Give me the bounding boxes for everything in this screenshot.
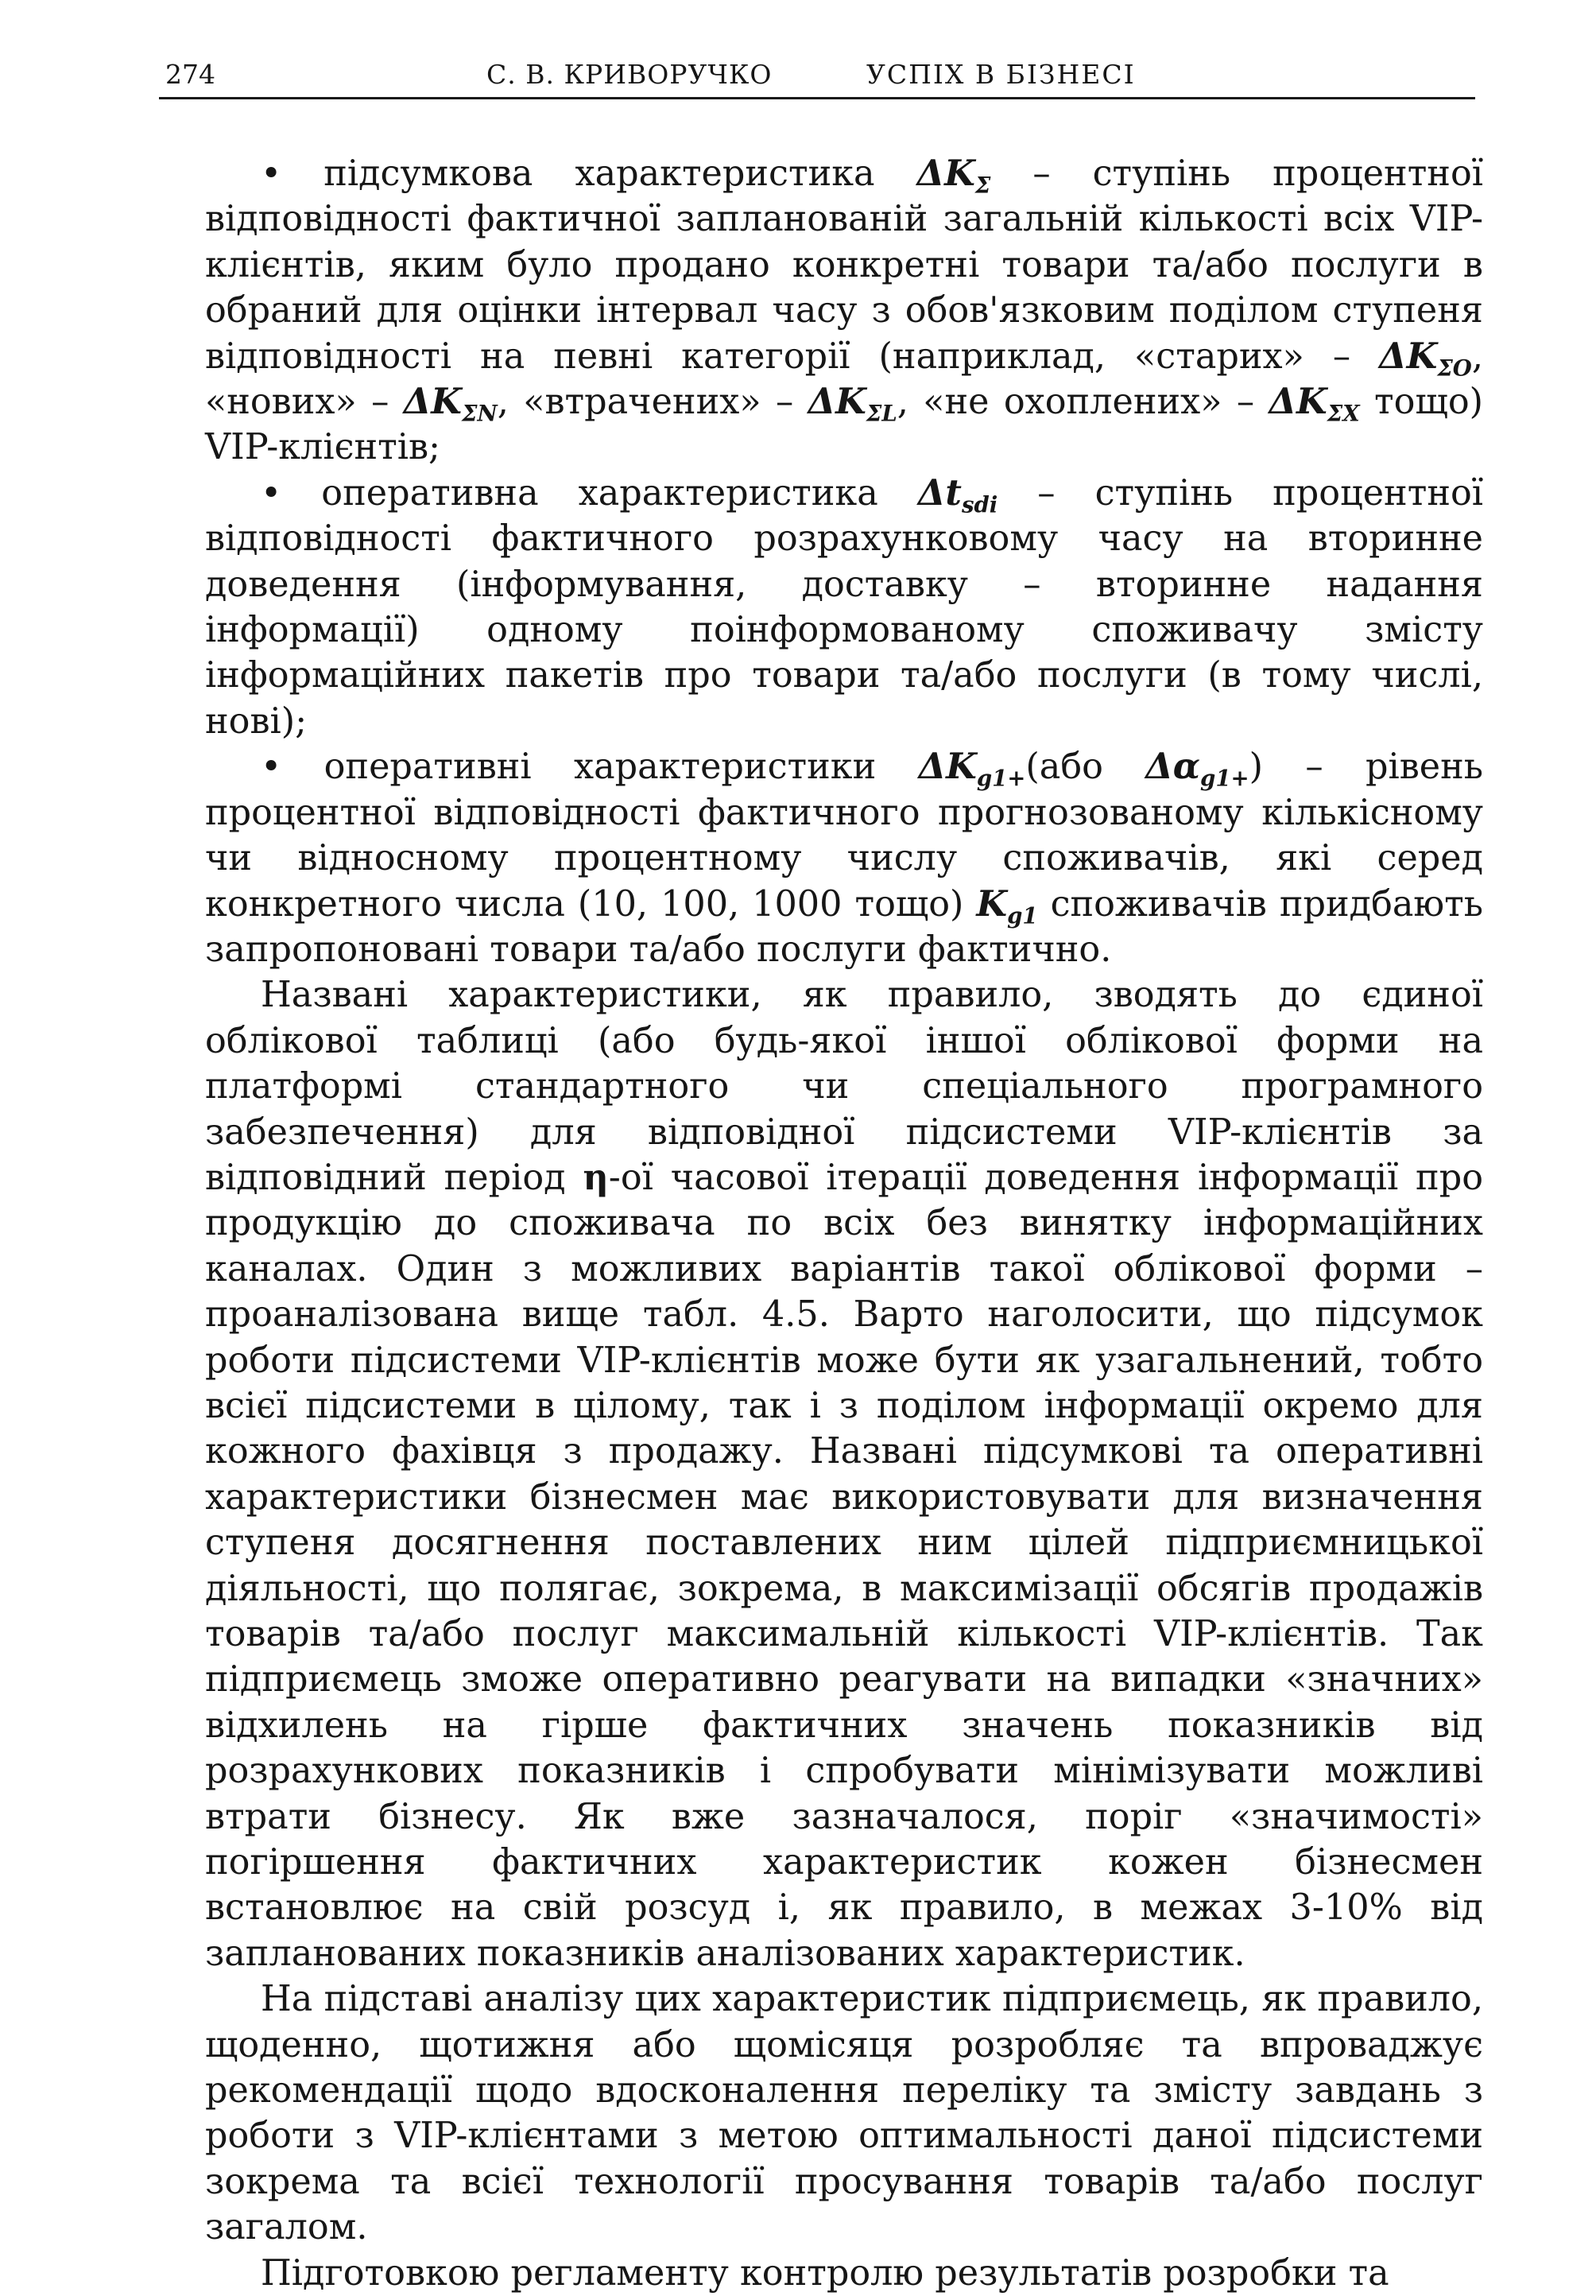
text-run: Названі характеристики, як правило, зводять до єдиної облікової таблиці (або будь-якої іншої облікової форми на платформі стандартного чи спеціального програмного забезпечення) для відповідної підсистеми VIP-клієнтів за відповідний період: [205, 975, 1483, 1198]
running-header: [159, 52, 1475, 99]
text-run: , «нових» –: [205, 335, 1483, 423]
math-symbol-delta-k-sigma-x: $\Delta K_{\Sigma X}$: [1269, 381, 1360, 427]
text-run: споживачів придбають запропоновані товари та/або послуги фактично.: [205, 883, 1483, 970]
text-run: ) – рівень процентної відповідності фактичного прогнозованому кількісному чи відносному процентному числу споживачів, які серед конкретного числа (10, 100, 1000 тощо): [205, 747, 1483, 925]
text-run: -ої часової ітерації доведення інформації про продукцію до споживача по всіх без винятку інформаційних каналах. Один з можливих варіантів такої облікової форми – проаналізована вище табл. 4.5. Варто наголосити, що підсумок роботи підсистеми VIP-клієнтів може бути як узагальнений, тобто всієї підсистеми в цілому, так і з поділом інформації окремо для кожного фахівця з продажу. Названі підсумкові та оперативні характеристики бізнесмен має використовувати для визначення ступеня досягнення поставлених ним цілей підприємницької діяльності, що полягає, зокрема, в максимізації обсягів продажів товарів та/або послуг максимальній кількості VIP-клієнтів. Так підприємець зможе оперативно реагувати на випадки «значних» відхилень на гірше фактичних значень показників від розрахункових показників і спробувати мінімізувати можливі втрати бізнесу. Як вже зазначалося, поріг «значимості» погіршення фактичних характеристик кожен бізнесмен встановлює на свій розсуд і, як правило, в межах 3-10% від запланованих показників аналізованих характеристик.: [205, 1157, 1483, 1974]
paragraph-summary-table: [205, 972, 1483, 1976]
text-run: • підсумкова характеристика: [261, 153, 917, 194]
text-run: – ступінь процентної відповідності фактичної запланованій загальній кількості всіх VIP-клієнтів, яким було продано конкретні товари та/або послуги в обраний для оцінки інтервал часу з обов'язковим поділом ступеня відповідності на певні категорії (наприклад, «старих» –: [205, 153, 1483, 377]
math-symbol-delta-k-sigma: $\Delta K_\Sigma$: [916, 153, 991, 199]
page-body: [205, 151, 1483, 2296]
text-run: • оперативні характеристики: [261, 747, 919, 788]
text-run: (або: [1025, 747, 1146, 788]
text-run: , «втрачених» –: [497, 382, 808, 423]
paragraph-regulation-start: Підготовкою регламенту контролю результатів розробки та: [261, 2252, 1389, 2294]
math-symbol-delta-k-sigma-o: $\Delta K_{\Sigma O}$: [1379, 335, 1472, 382]
math-symbol-delta-k-sigma-n: $\Delta K_{\Sigma N}$: [403, 381, 498, 427]
header-author: С. В. КРИВОРУЧКО: [486, 59, 773, 90]
math-symbol-delta-alpha-g1-plus: $\Delta\alpha_{g1+}$: [1145, 746, 1249, 792]
math-symbol-delta-k-sigma-l: $\Delta K_{\Sigma L}$: [808, 381, 897, 427]
text-run: , «не охоплених» –: [897, 382, 1269, 423]
text-run: • оперативна характеристика: [261, 472, 918, 514]
math-symbol-k-g1: $K_{g1}$: [976, 882, 1038, 929]
math-symbol-eta: η: [583, 1156, 609, 1198]
paragraph-recommendations: На підставі аналізу цих характеристик підприємець, як правило, щоденно, щотижня або щомісяця розробляє та впроваджує рекомендації щодо вдосконалення переліку та змісту завдань з роботи з VIP-клієнтами з метою оптимальності даної підсистеми зокрема та всієї технології просування товарів та/або послуг загалом.: [205, 1979, 1483, 2248]
page-number: 274: [165, 59, 215, 90]
paragraph-bullet-operative-characteristics: [205, 744, 1483, 972]
text-run: тощо) VIP-клієнтів;: [205, 382, 1483, 468]
math-symbol-delta-t-sdi: $\Delta t_{sdi}$: [917, 471, 998, 518]
header-book-title: УСПІХ В БІЗНЕСІ: [866, 59, 1136, 90]
math-symbol-delta-k-g1-plus: $\Delta K_{g1+}$: [918, 746, 1026, 792]
text-run: – ступінь процентної відповідності фактичного розрахунковому часу на вторинне доведення (інформування, доставку – вторинне надання інформації) одному поінформованому споживачу змісту інформаційних пакетів про товари та/або послуги (в тому числі, нові);: [205, 472, 1483, 742]
paragraph-bullet-summary-characteristic: [205, 151, 1483, 471]
paragraph-bullet-operative-characteristic: [205, 471, 1483, 744]
